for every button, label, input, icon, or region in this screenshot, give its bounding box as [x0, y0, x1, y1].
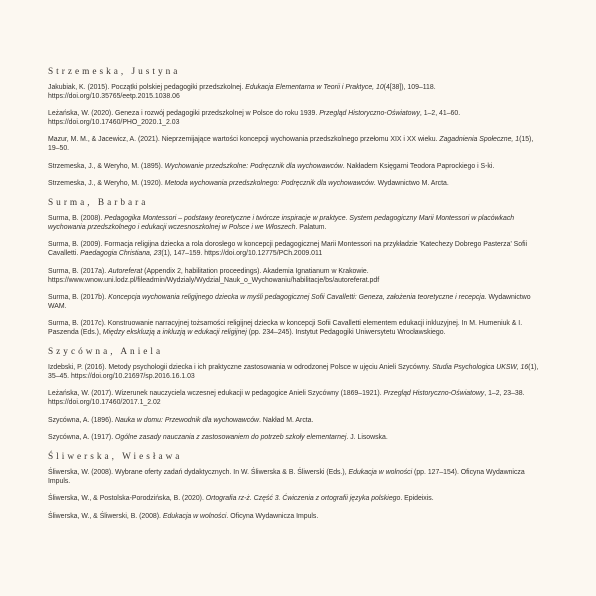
- reference-text: . Nakład M. Arcta.: [259, 416, 314, 424]
- reference-text: , 1–2, 41–60. https://doi.org/10.17460/PHO_2020.1_2.03: [48, 110, 461, 127]
- reference-entry: [48, 495, 540, 504]
- reference-text: . Wydawnictwo WAM.: [48, 293, 531, 310]
- reference-text: Śliwerska, W., & Śliwerski, B. (2008).: [48, 512, 163, 520]
- reference-title-italic: Zagadnienia Społeczne, 1: [439, 136, 520, 144]
- reference-text: . Nakładem Księgarni Teodora Paprockiego i S-ki.: [342, 162, 495, 170]
- author-heading: Strzemeska, Justyna: [48, 67, 181, 77]
- reference-entry: [48, 268, 540, 286]
- reference-entry: [48, 513, 540, 522]
- reference-title-italic: Przegląd Historyczno-Oświatowy: [319, 110, 420, 118]
- author-section: [48, 451, 540, 521]
- author-heading: Szycówna, Aniela: [48, 347, 164, 358]
- reference-entry: [48, 110, 540, 128]
- reference-text: (15), 19–50.: [48, 136, 534, 153]
- reference-title-italic: Ortografia rz-ż. Część 3. Ćwiczenia z ortografii języka polskiego: [205, 495, 401, 503]
- reference-text: (pp. 234–245). Instytut Pedagogiki Uniwersytetu Wrocławskiego.: [246, 328, 446, 336]
- reference-text: Surma, B. (2009). Formacja religijna dziecka a rola dorosłego w koncepcji pedagogicznej Marii Montessori na przykładzie 'Katechezy Dobrego Pasterza' Sofii Cavalletti.: [48, 241, 528, 258]
- reference-text: (pp. 127–154). Oficyna Wydawnicza Impuls.: [48, 469, 525, 486]
- reference-text: Szycówna, A. (1896).: [48, 416, 116, 424]
- reference-title-italic: Pedagogika Montessori – podstawy teoretyczne i twórcze inspiracje w praktyce. System pedagogiczny Marii Montessori w placówkach wychowania przedszkolnego i edukacji wczesnoszkolnej w Polsce i we Włoszech: [48, 215, 515, 232]
- reference-entry: [48, 163, 540, 172]
- reference-entry: [48, 469, 540, 487]
- reference-title-italic: Edukacja w wolności: [162, 512, 227, 520]
- reference-text: . Epideixis.: [400, 495, 434, 503]
- reference-text: Leżańska, W. (2020). Geneza i rozwój pedagogiki przedszkolnej w Polsce do roku 1939.: [48, 110, 320, 118]
- reference-text: Surma, B. (2017b).: [48, 293, 109, 301]
- reference-text: . Wydawnictwo M. Arcta.: [373, 179, 449, 187]
- reference-title-italic: Ogólne zasady nauczania z zastosowaniem do potrzeb szkoły elementarnej: [115, 433, 347, 441]
- reference-entry: [48, 434, 540, 443]
- reference-text: Surma, B. (2017c). Konstruowanie narracyjnej tożsamości religijnej dziecka w koncepcji Sofii Cavalletti elementem edukacji inkluzyjnej. In M. Humeniuk & I. Paszenda (Eds.),: [48, 320, 523, 336]
- reference-entry: [48, 364, 540, 382]
- reference-entry: [48, 84, 540, 102]
- author-section: [48, 346, 540, 443]
- reference-text: , 1–2, 23–38. https://doi.org/10.17460/2017.1_2.02: [48, 390, 525, 407]
- reference-entry: [48, 215, 540, 233]
- reference-entry: [48, 294, 540, 312]
- reference-text: Strzemeska, J., & Weryho, M. (1920).: [48, 179, 165, 187]
- reference-text: (1), 35–45. https://doi.org/10.21697/sp.2016.16.1.03: [48, 364, 539, 381]
- reference-entry: [48, 417, 540, 426]
- reference-entry: [48, 180, 540, 189]
- reference-title-italic: Edukacja Elementarna w Teorii i Praktyce, 10: [245, 84, 384, 91]
- reference-title-italic: Edukacja w wolności: [348, 469, 413, 477]
- reference-text: Surma, B. (2008).: [48, 215, 105, 223]
- reference-title-italic: Paedagogia Christiana, 23: [80, 250, 162, 258]
- reference-title-italic: Koncepcja wychowania religijnego dziecka w myśli pedagogicznej Sofii Cavalletti: Geneza, założenia teoretyczne i recepcja: [108, 293, 485, 301]
- reference-text: . Palatum.: [295, 224, 327, 232]
- reference-text: Izdebski, P. (2016). Metody psychologii dziecka i ich praktyczne zastosowania w odrodzonej Polsce w ujęciu Anieli Szycówny.: [48, 364, 433, 372]
- author-heading: Surma, Barbara: [48, 198, 149, 209]
- author-heading: Śliwerska, Wiesława: [48, 452, 183, 463]
- reference-text: (Appendix 2, habilitation proceedings). Akademia Ignatianum w Krakowie. https://www.wnow.uni.lodz.pl/fileadmin/Wydzialy/Wydzial_Nauk_o_Wychowaniu/habilitacje/bs/autoreferat.pdf: [48, 267, 380, 284]
- reference-title-italic: Studia Psychologica UKSW, 16: [432, 364, 529, 372]
- reference-text: Mazur, M. M., & Jacewicz, A. (2021). Nieprzemijające wartości koncepcji wychowania przedszkolnego przełomu XIX i XX wieku.: [48, 136, 440, 144]
- reference-text: (1), 147–159. https://doi.org/10.12775/PCh.2009.011: [161, 250, 323, 258]
- reference-title-italic: Metoda wychowania przedszkolnego: Podręcznik dla wychowawców: [164, 179, 374, 187]
- reference-text: . J. Lisowska.: [346, 433, 388, 441]
- reference-text: Śliwerska, W., & Postolska-Porodzińska, B. (2020).: [48, 495, 206, 503]
- reference-title-italic: Autoreferat: [108, 267, 143, 275]
- reference-text: . Oficyna Wydawnicza Impuls.: [226, 512, 319, 520]
- reference-text: (4[38]), 109–118. https://doi.org/10.35765/eetp.2015.1038.06: [48, 84, 436, 100]
- reference-title-italic: Wychowanie przedszkolne: Podręcznik dla wychowawców: [164, 162, 343, 170]
- author-section: [48, 197, 540, 338]
- reference-entry: [48, 241, 540, 259]
- reference-title-italic: Nauka w domu: Przewodnik dla wychowawców: [115, 416, 260, 424]
- reference-title-italic: Między ekskluzją a inkluzją w edukacji religijnej: [102, 328, 247, 336]
- reference-text: Leżańska, W. (2017). Wizerunek nauczyciela wczesnej edukacji w pedagogice Anieli Szycówny (1869–1921).: [48, 390, 384, 398]
- author-section: [48, 66, 540, 189]
- reference-text: Jakubiak, K. (2015). Początki polskiej pedagogiki przedszkolnej.: [48, 84, 246, 91]
- reference-text: Strzemeska, J., & Weryho, M. (1895).: [48, 162, 165, 170]
- reference-text: Surma, B. (2017a).: [48, 267, 109, 275]
- reference-text: Śliwerska, W. (2008). Wybrane oferty zadań dydaktycznych. In W. Śliwerska & B. Śliwerski (Eds.),: [48, 469, 349, 477]
- reference-entry: [48, 136, 540, 154]
- reference-entry: [48, 390, 540, 408]
- reference-text: Szycówna, A. (1917).: [48, 433, 116, 441]
- reference-entry: [48, 320, 540, 338]
- bibliography-sections: [48, 66, 540, 522]
- reference-title-italic: Przegląd Historyczno-Oświatowy: [383, 390, 485, 398]
